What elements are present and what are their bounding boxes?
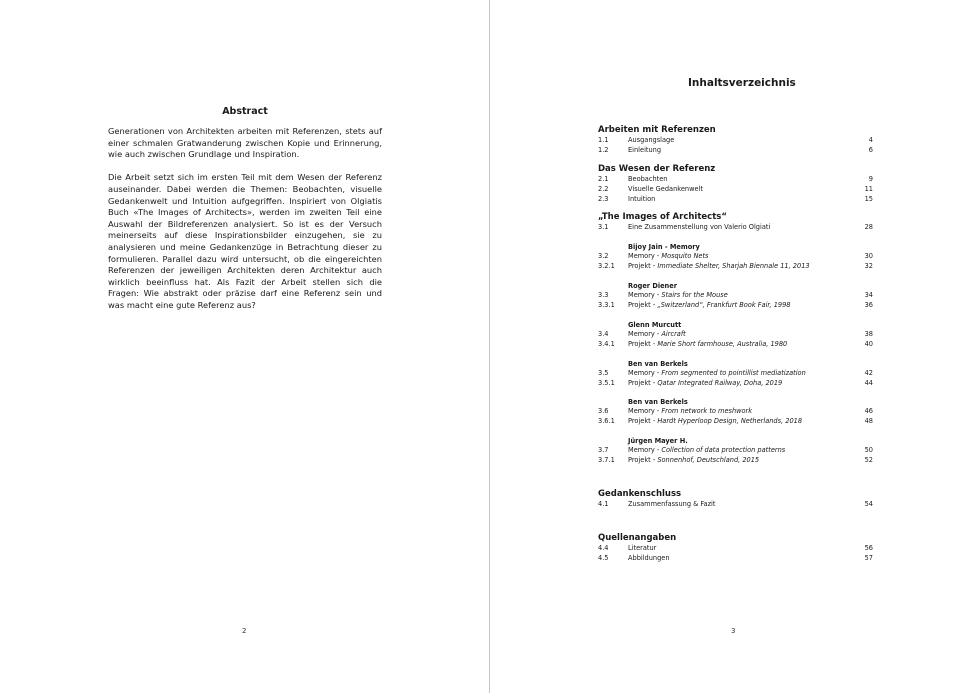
toc-entry-title	[628, 291, 849, 301]
toc-architect-heading: Glenn Murcutt	[628, 320, 682, 329]
toc-entry-italic-title: Mosquito Nets	[661, 252, 709, 261]
toc-entry-italic-title: Hardt Hyperloop Design, Netherlands, 2018	[657, 417, 803, 426]
abstract-body	[108, 126, 382, 323]
toc-entry-title	[628, 369, 849, 379]
toc-entry-title	[628, 446, 849, 456]
toc-entry-number: 2.3	[598, 194, 609, 203]
toc-entry-number: 3.6	[598, 407, 609, 416]
toc-architect-heading: Ben van Berkels	[628, 359, 688, 368]
toc-entry-prefix: Memory -	[628, 407, 662, 416]
toc-entry[interactable]	[598, 301, 873, 311]
toc-section-title: Quellenangaben	[598, 532, 677, 543]
toc-entry-page: 4	[868, 136, 873, 144]
toc-entry-number: 3.2.1	[598, 262, 615, 271]
table-of-contents	[598, 124, 873, 564]
toc-entry-prefix: Projekt -	[628, 417, 658, 426]
toc-entry-title: Einleitung	[628, 145, 662, 154]
toc-entry[interactable]	[598, 500, 873, 510]
toc-section-title: Gedankenschluss	[598, 489, 682, 500]
toc-entry-prefix: Projekt -	[628, 456, 658, 465]
toc-architect-heading: Jürgen Mayer H.	[628, 437, 688, 446]
toc-entry[interactable]	[598, 262, 873, 272]
right-page	[490, 0, 980, 693]
toc-entry-italic-title: Stairs for the Mouse	[661, 291, 728, 300]
toc-entry-page: 48	[864, 417, 873, 426]
toc-entry-page: 11	[864, 184, 873, 193]
toc-entry-prefix: Memory -	[628, 291, 662, 300]
toc-entry[interactable]	[598, 175, 873, 185]
toc-entry-number: 4.1	[598, 500, 609, 509]
toc-entry-title	[628, 379, 849, 389]
toc-entry[interactable]	[598, 456, 873, 466]
toc-entry-page: 56	[864, 543, 873, 552]
toc-entry-prefix: Projekt -	[628, 262, 658, 271]
toc-entry-italic-title: Collection of data protection patterns	[661, 446, 786, 455]
toc-entry[interactable]	[598, 446, 873, 456]
toc-entry-page: 34	[864, 291, 873, 300]
toc-entry-page: 36	[864, 301, 873, 310]
toc-entry-page: 57	[864, 553, 873, 562]
toc-entry-number: 3.5.1	[598, 378, 615, 387]
toc-architect-heading: Ben van Berkels	[628, 398, 688, 407]
toc-entry-number: 1.2	[598, 145, 609, 154]
toc-entry[interactable]	[598, 223, 873, 233]
toc-entry-title: Abbildungen	[628, 553, 670, 562]
toc-section-title: „The Images of Architects“	[598, 212, 727, 223]
toc-entry[interactable]	[598, 554, 873, 564]
toc-entry-page: 52	[864, 456, 873, 465]
abstract-title: Abstract	[222, 106, 268, 117]
toc-entry-page: 15	[864, 194, 873, 203]
abstract-paragraph: Generationen von Architekten arbeiten mit Referenzen, stets auf einer schmalen Gratwanderung zwischen Kopie und Erinnerung, wie auch zwischen Grundlage und Inspiration.	[108, 126, 382, 160]
toc-entry[interactable]	[598, 146, 873, 156]
toc-entry-title: Zusammenfassung & Fazit	[628, 500, 716, 509]
toc-entry-title: Ausgangslage	[628, 136, 675, 144]
toc-entry-page: 44	[864, 378, 873, 387]
toc-entry-page: 30	[864, 252, 873, 261]
toc-entry-title	[628, 340, 849, 350]
toc-entry[interactable]	[598, 185, 873, 195]
toc-entry[interactable]	[598, 195, 873, 205]
toc-entry-number: 3.5	[598, 368, 609, 377]
toc-entry-page: 50	[864, 446, 873, 455]
toc-entry-title: Intuition	[628, 194, 656, 203]
toc-entry-page: 6	[868, 145, 873, 154]
page-number-right: 3	[731, 627, 736, 635]
toc-entry-page: 46	[864, 407, 873, 416]
toc-entry-number: 3.7	[598, 446, 609, 455]
toc-entry-page: 38	[864, 329, 873, 338]
toc-entry-prefix: Projekt -	[628, 378, 658, 387]
toc-entry-title: Visuelle Gedankenwelt	[628, 184, 703, 193]
toc-entry-number: 4.5	[598, 553, 609, 562]
toc-section-title: Das Wesen der Referenz	[598, 163, 716, 174]
toc-entry-page: 54	[864, 500, 873, 509]
toc-entry-number: 3.4	[598, 329, 609, 338]
toc-entry-number: 3.4.1	[598, 339, 615, 348]
abstract-paragraph: Die Arbeit setzt sich im ersten Teil mit dem Wesen der Referenz auseinander. Dabei werden die Themen: Beobachten, visuelle Gedankenwelt und Intuition aufgegriffen. Inspiriert von Olgiatis Buch «The Images of Architects», werden im zweiten Teil eine Auswahl der Bildreferenzen analysiert. So ist es der Versuch meinerseits auf diese Inspirationsbilder einzugehen, sie zu analysieren und meine Gedankenzüge in Betrachtung dieser zu formulieren. Parallel dazu wird untersucht, ob die eingereichten Referenzen der jeweiligen Architekten deren Architektur auch wirklich beeinfluss hat. Als Fazit der Arbeit stellen sich die Fragen: Wie abstrakt oder präzise darf eine Referenz sein und was macht eine gute Referenz aus?	[108, 172, 382, 310]
toc-entry-prefix: Memory -	[628, 368, 662, 377]
toc-entry[interactable]	[598, 252, 873, 262]
page-number-left: 2	[242, 627, 247, 635]
toc-entry-title	[628, 456, 849, 466]
toc-entry[interactable]	[598, 379, 873, 389]
toc-section-title: Arbeiten mit Referenzen	[598, 125, 716, 135]
toc-entry-number: 3.7.1	[598, 456, 615, 465]
toc-entry-page: 9	[868, 174, 873, 183]
toc-entry-page: 40	[864, 339, 873, 348]
toc-entry-number: 1.1	[598, 136, 609, 144]
toc-architect-heading: Bijoy Jain - Memory	[628, 243, 700, 252]
toc-entry[interactable]	[598, 291, 873, 301]
toc-entry-number: 3.3.1	[598, 301, 615, 310]
toc-entry-number: 3.1	[598, 223, 609, 232]
toc-entry-italic-title: „Switzerland“, Frankfurt Book Fair, 1998	[657, 301, 791, 310]
toc-entry[interactable]	[598, 407, 873, 417]
toc-entry-number: 3.2	[598, 252, 609, 261]
toc-entry[interactable]	[598, 417, 873, 427]
toc-entry-number: 3.6.1	[598, 417, 615, 426]
toc-entry-number: 2.2	[598, 184, 609, 193]
toc-entry[interactable]	[598, 330, 873, 340]
toc-entry-italic-title: Aircraft	[661, 329, 686, 338]
toc-entry-italic-title: Immediate Shelter, Sharjah Biennale 11, 2013	[657, 262, 810, 271]
toc-entry-prefix: Projekt -	[628, 301, 658, 310]
toc-architect-heading: Roger Diener	[628, 282, 677, 291]
toc-entry-title: Literatur	[628, 543, 657, 552]
toc-entry-title: Eine Zusammenstellung von Valerio Olgiati	[628, 223, 771, 232]
toc-entry-prefix: Projekt -	[628, 339, 658, 348]
left-page	[0, 0, 489, 693]
toc-entry-title	[628, 407, 849, 417]
toc-entry-prefix: Memory -	[628, 329, 662, 338]
toc-entry-italic-title: Marie Short farmhouse, Australia, 1980	[657, 339, 788, 348]
toc-entry-title	[628, 417, 849, 427]
toc-entry-title	[628, 252, 849, 262]
toc-entry-title	[628, 301, 849, 311]
toc-entry[interactable]	[598, 544, 873, 554]
toc-entry-italic-title: Qatar Integrated Railway, Doha, 2019	[657, 378, 783, 387]
toc-entry-italic-title: From segmented to pointillist mediatization	[661, 368, 806, 377]
toc-entry-number: 2.1	[598, 174, 609, 183]
toc-entry-prefix: Memory -	[628, 446, 662, 455]
toc-entry-page: 42	[864, 368, 873, 377]
toc-entry-title: Beobachten	[628, 174, 668, 183]
toc-entry[interactable]	[598, 136, 873, 146]
toc-entry[interactable]	[598, 369, 873, 379]
toc-entry-italic-title: Sonnenhof, Deutschland, 2015	[657, 456, 760, 465]
toc-entry-title	[628, 330, 849, 340]
toc-entry-italic-title: From network to meshwork	[661, 407, 753, 416]
toc-entry-title	[628, 262, 849, 272]
toc-entry[interactable]	[598, 340, 873, 350]
toc-entry-page: 32	[864, 262, 873, 271]
toc-entry-prefix: Memory -	[628, 252, 662, 261]
toc-entry-number: 3.3	[598, 291, 609, 300]
toc-entry-page: 28	[864, 223, 873, 232]
toc-title: Inhaltsverzeichnis	[688, 77, 796, 89]
toc-entry-number: 4.4	[598, 543, 609, 552]
